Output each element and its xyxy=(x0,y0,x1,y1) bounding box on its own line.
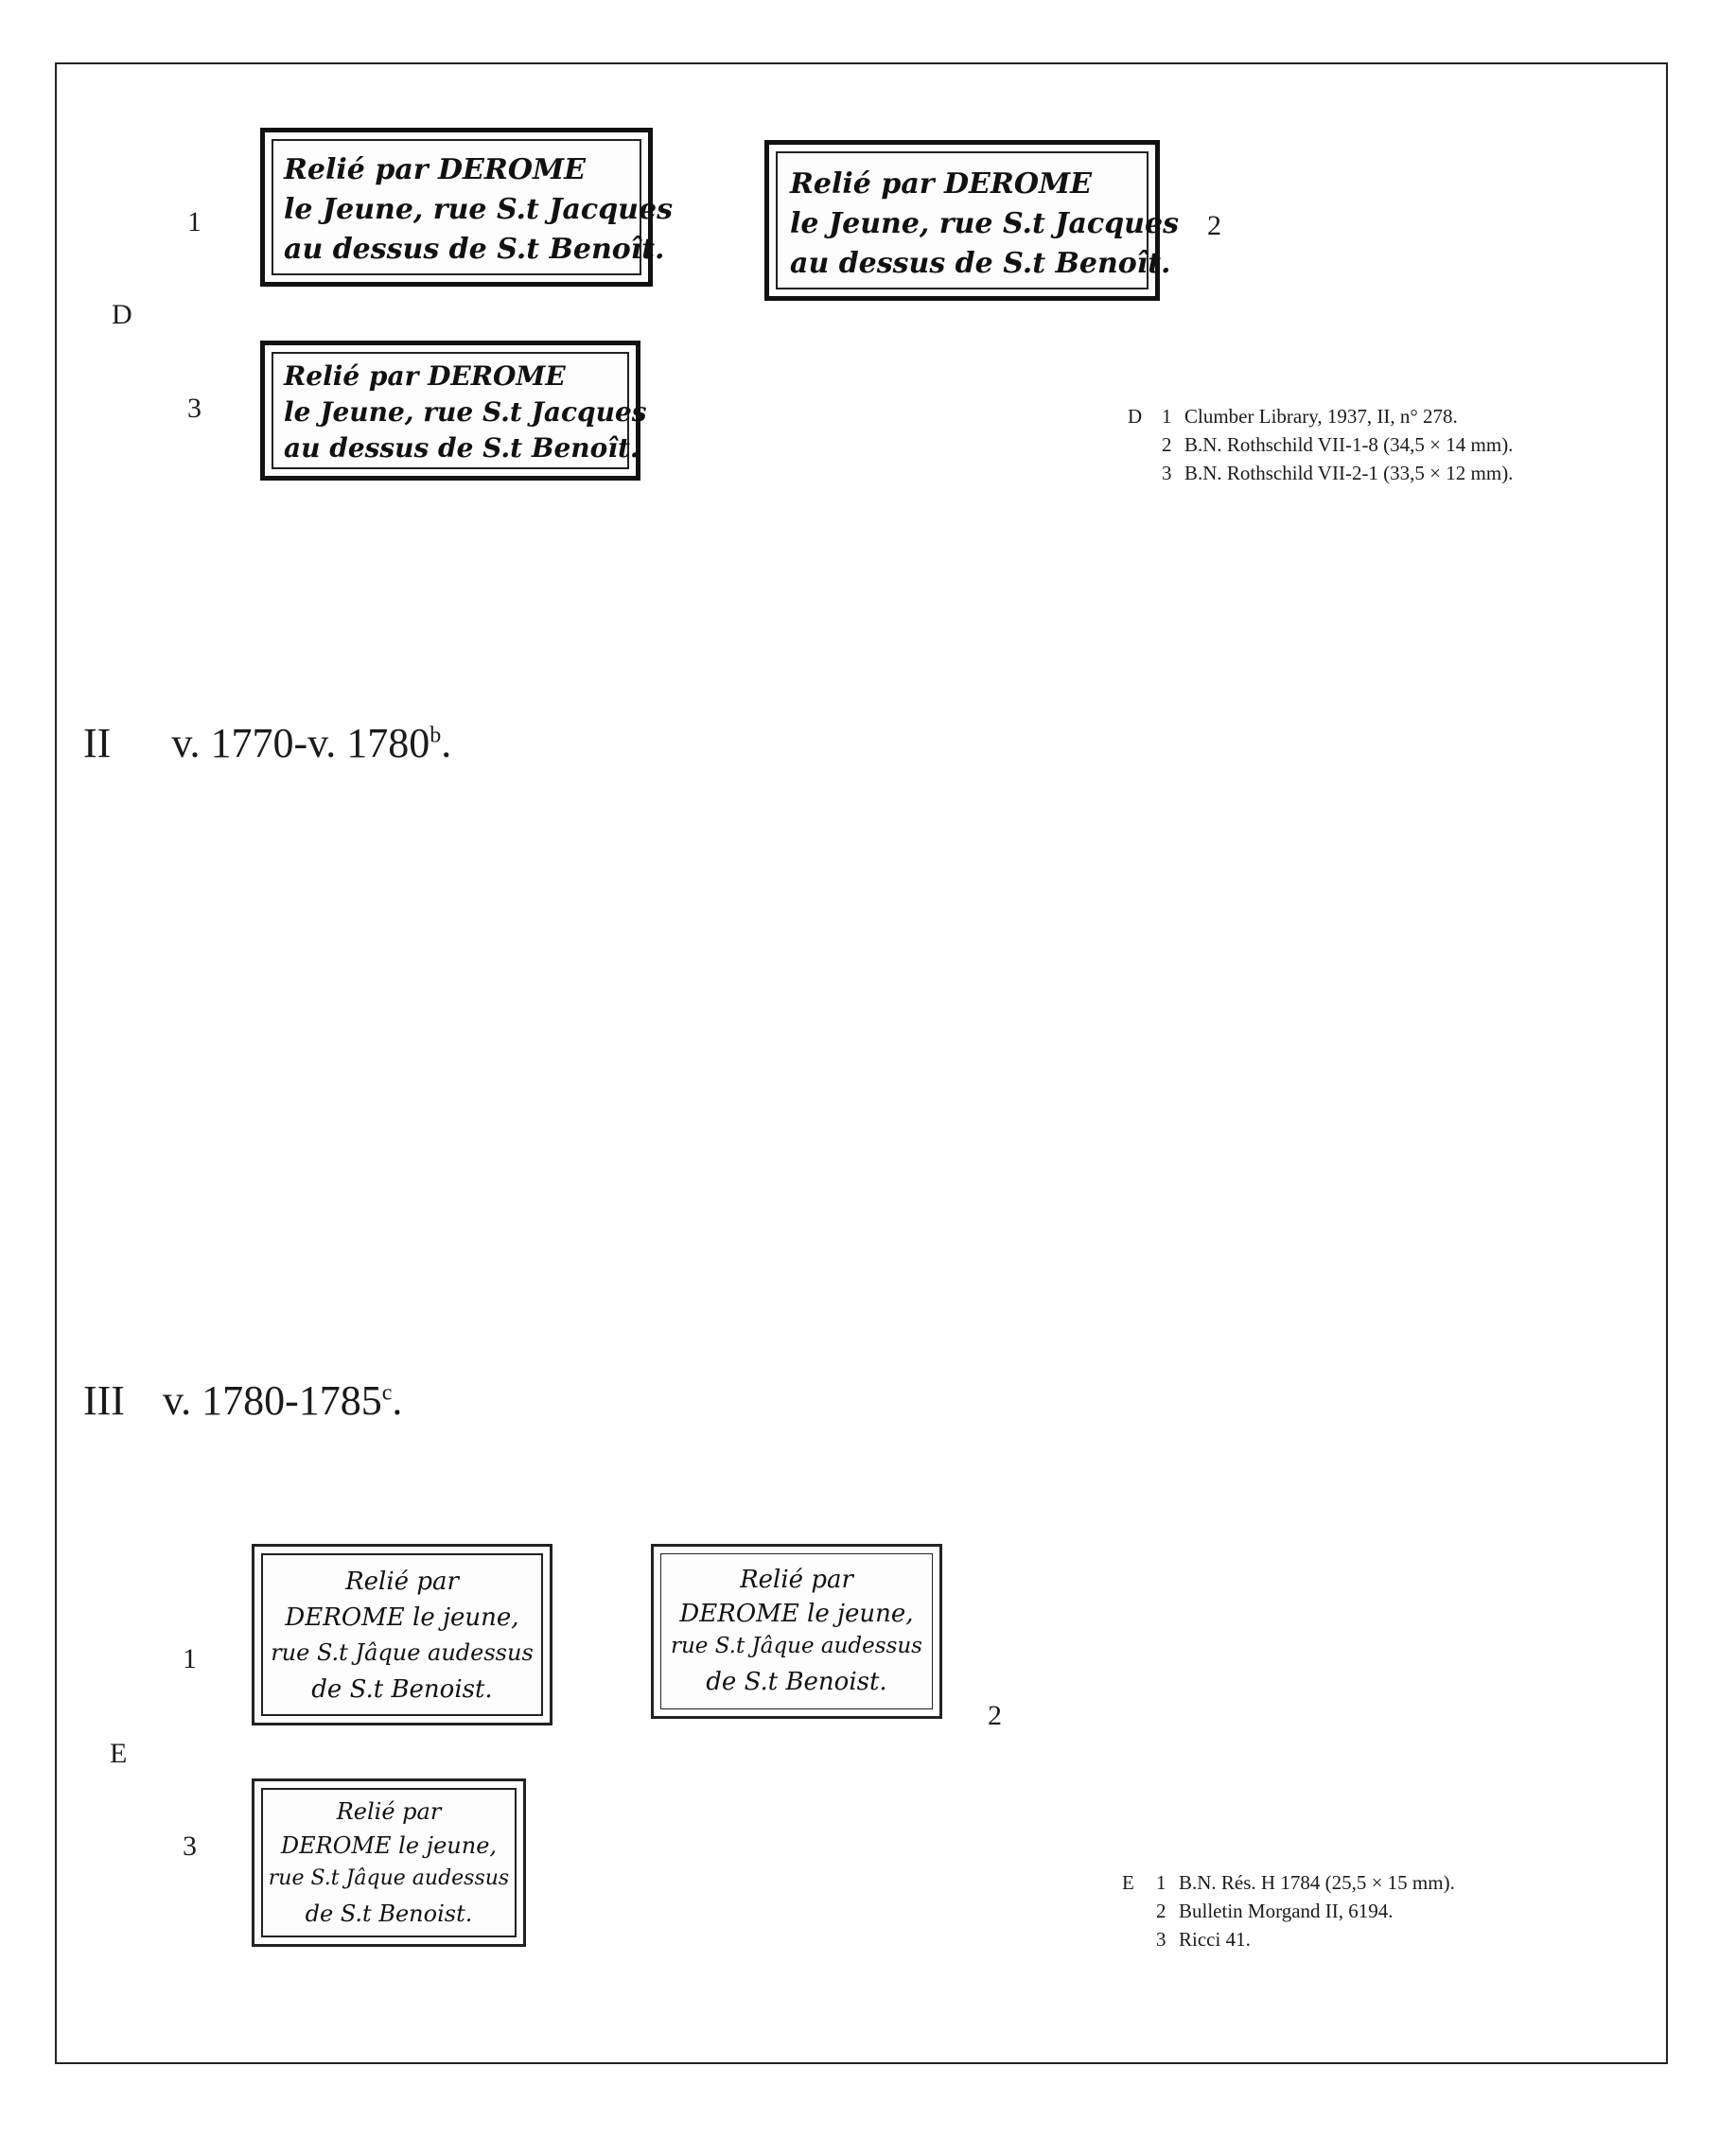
group-e-number-1: 1 xyxy=(183,1643,197,1674)
label-line: DEROME le jeune, xyxy=(679,1600,914,1628)
caption-text: B.N. Rothschild VII-2-1 (33,5 × 12 mm). xyxy=(1184,462,1514,484)
caption-index: 1 xyxy=(1162,405,1172,428)
binder-label-d1 xyxy=(260,128,673,287)
label-line: rue S.t Jâque audessus xyxy=(268,1866,510,1890)
binder-label-d2 xyxy=(764,140,1179,301)
label-line: au dessus de S.t Benoît. xyxy=(284,233,665,266)
label-line: de S.t Benoist. xyxy=(311,1675,493,1704)
label-line: Relié par xyxy=(345,1568,459,1596)
label-line: le Jeune, rue S.t Jacques xyxy=(284,193,673,226)
group-d-letter: D xyxy=(112,299,132,330)
label-line: rue S.t Jâque audessus xyxy=(670,1634,922,1658)
label-line: au dessus de S.t Benoît. xyxy=(284,432,640,464)
caption-text: Clumber Library, 1937, II, n° 278. xyxy=(1184,405,1458,428)
label-line: rue S.t Jâque audessus xyxy=(271,1639,534,1666)
section-numeral: II xyxy=(83,720,112,766)
label-line: Relié par DEROME xyxy=(284,360,566,392)
label-line: au dessus de S.t Benoît. xyxy=(790,247,1171,280)
label-line: de S.t Benoist. xyxy=(305,1901,473,1927)
binder-label-e1 xyxy=(252,1544,552,1725)
label-line: Relié par DEROME xyxy=(790,167,1093,201)
caption-e xyxy=(1122,1868,1455,1953)
section-heading-3 xyxy=(83,1376,402,1425)
caption-index: 2 xyxy=(1162,433,1172,456)
group-e-number-3: 3 xyxy=(183,1830,197,1862)
label-line: de S.t Benoist. xyxy=(706,1668,887,1696)
caption-text: Bulletin Morgand II, 6194. xyxy=(1179,1900,1394,1922)
section-heading-2 xyxy=(83,719,451,767)
section-note: c xyxy=(381,1380,393,1406)
caption-text: Ricci 41. xyxy=(1179,1928,1251,1951)
binder-label-e3 xyxy=(252,1778,526,1947)
caption-index: 1 xyxy=(1156,1871,1166,1894)
section-date: v. 1770-v. 1780 xyxy=(171,720,430,766)
caption-d-letter: D xyxy=(1128,405,1143,428)
label-line: DEROME le jeune, xyxy=(280,1832,498,1859)
label-line: Relié par xyxy=(740,1566,853,1594)
section-note: b xyxy=(430,723,442,748)
section-numeral: III xyxy=(83,1377,125,1424)
group-d-number-3: 3 xyxy=(187,393,202,424)
label-line: le Jeune, rue S.t Jacques xyxy=(284,396,647,428)
section-end: . xyxy=(441,720,452,766)
label-line: DEROME le jeune, xyxy=(285,1603,519,1632)
label-line: Relié par DEROME xyxy=(284,153,587,186)
group-d-number-1: 1 xyxy=(187,206,202,237)
label-line: le Jeune, rue S.t Jacques xyxy=(790,207,1179,240)
caption-d xyxy=(1128,402,1513,487)
caption-index: 3 xyxy=(1156,1928,1166,1951)
section-date: v. 1780-1785 xyxy=(162,1377,382,1424)
caption-text: B.N. Rothschild VII-1-8 (34,5 × 14 mm). xyxy=(1184,433,1514,456)
section-end: . xyxy=(392,1377,403,1424)
group-e-number-2: 2 xyxy=(988,1700,1002,1731)
label-line: Relié par xyxy=(336,1798,442,1825)
group-e-letter: E xyxy=(110,1738,128,1769)
binder-label-d3 xyxy=(260,341,647,481)
caption-index: 3 xyxy=(1162,462,1172,484)
caption-text: B.N. Rés. H 1784 (25,5 × 15 mm). xyxy=(1179,1871,1455,1894)
group-d-number-2: 2 xyxy=(1207,210,1221,241)
binder-label-e2 xyxy=(651,1544,942,1719)
caption-index: 2 xyxy=(1156,1900,1166,1922)
caption-e-letter: E xyxy=(1122,1871,1134,1894)
